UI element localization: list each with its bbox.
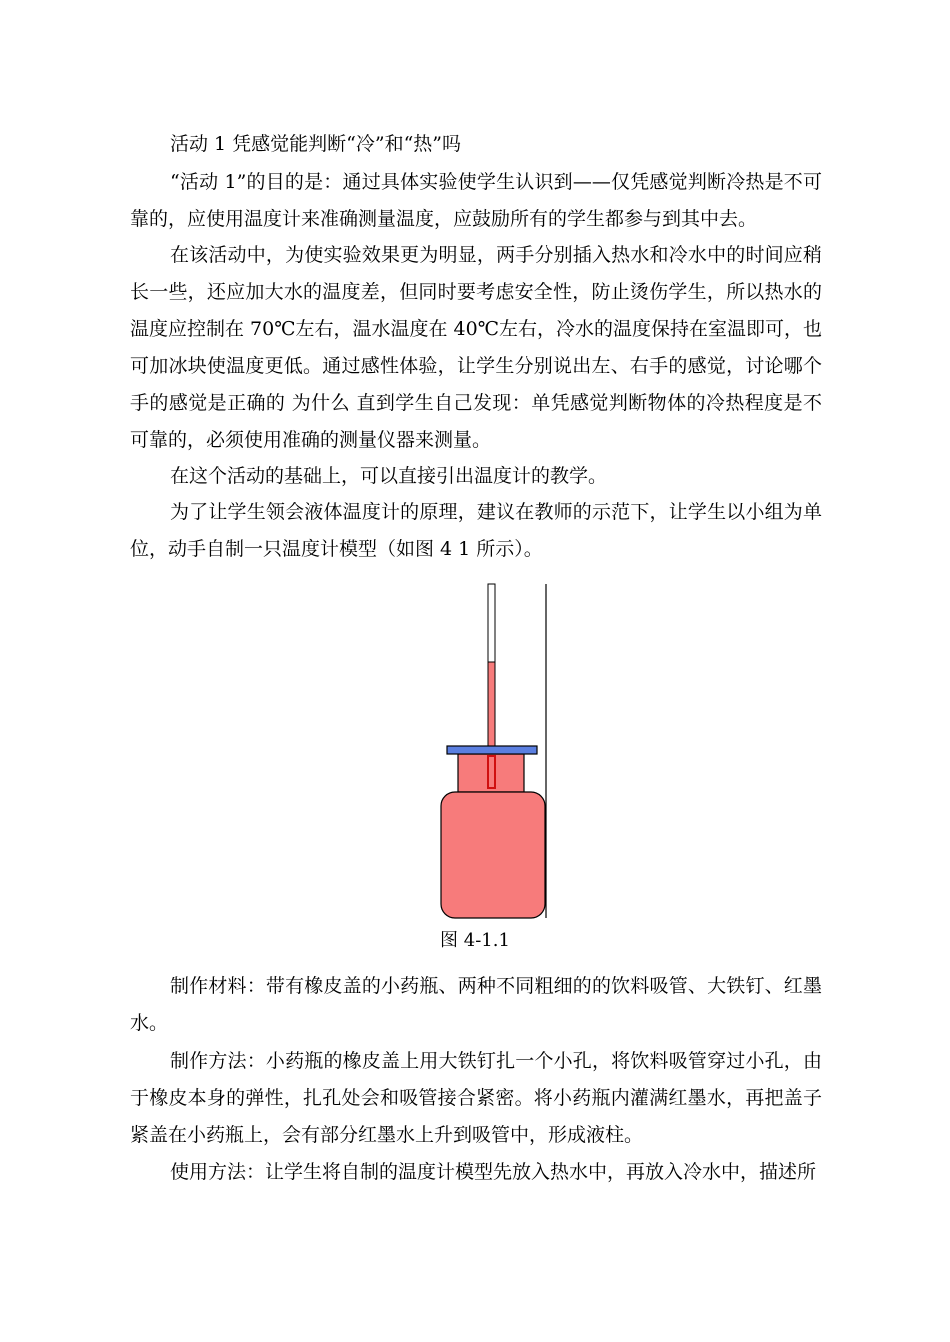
activity-heading: 活动 1 凭感觉能判断“冷”和“热”吗	[170, 133, 462, 155]
paragraph-method: 制作方法：小药瓶的橡皮盖上用大铁钉扎一个小孔，将饮料吸管穿过小孔，由于橡皮本身的弹性，扎孔处会和吸管接合紧密。将小药瓶内灌满红墨水，再把盖子紧盖在小药瓶上，会有部分红墨水上升到吸管中，形成液柱。	[130, 1050, 822, 1146]
paragraph-transition: 在这个活动的基础上，可以直接引出温度计的教学。	[170, 465, 608, 487]
thermometer-model-figure	[430, 580, 570, 922]
paragraph-materials: 制作材料：带有橡皮盖的小药瓶、两种不同粗细的的饮料吸管、大铁钉、红墨水。	[130, 975, 822, 1034]
rubber-cap	[447, 746, 537, 754]
straw-empty-section	[488, 584, 495, 662]
paragraph-activity-details: 在该活动中，为使实验效果更为明显，两手分别插入热水和冷水中的时间应稍长一些，还应加大水的温度差，但同时要考虑安全性，防止烫伤学生，所以热水的温度应控制在 70℃左右，温水温度在 40℃左右，冷水的温度保持在室温即可，也可加冰块使温度更低。通过感性体验，让学生分别说出左、右手的感觉，讨论哪个手的感觉是正确的 为什么 直到学生自己发现：单凭感觉判断物体的冷热程度是不可靠的，必须使用准确的测量仪器来测量。	[130, 244, 822, 451]
inner-tube	[488, 756, 495, 788]
paragraph-purpose: “活动 1”的目的是：通过具体实验使学生认识到——仅凭感觉判断冷热是不可靠的，应使用温度计来准确测量温度，应鼓励所有的学生都参与到其中去。	[130, 171, 822, 230]
paragraph-usage: 使用方法：让学生将自制的温度计模型先放入热水中，再放入冷水中，描述所	[170, 1161, 817, 1183]
figure-caption: 图 4-1.1	[440, 930, 510, 951]
paragraph-model-intro: 为了让学生领会液体温度计的原理，建议在教师的示范下，让学生以小组为单位，动手自制一只温度计模型（如图 4 1 所示）。	[130, 501, 822, 560]
bottle-body	[441, 792, 545, 918]
